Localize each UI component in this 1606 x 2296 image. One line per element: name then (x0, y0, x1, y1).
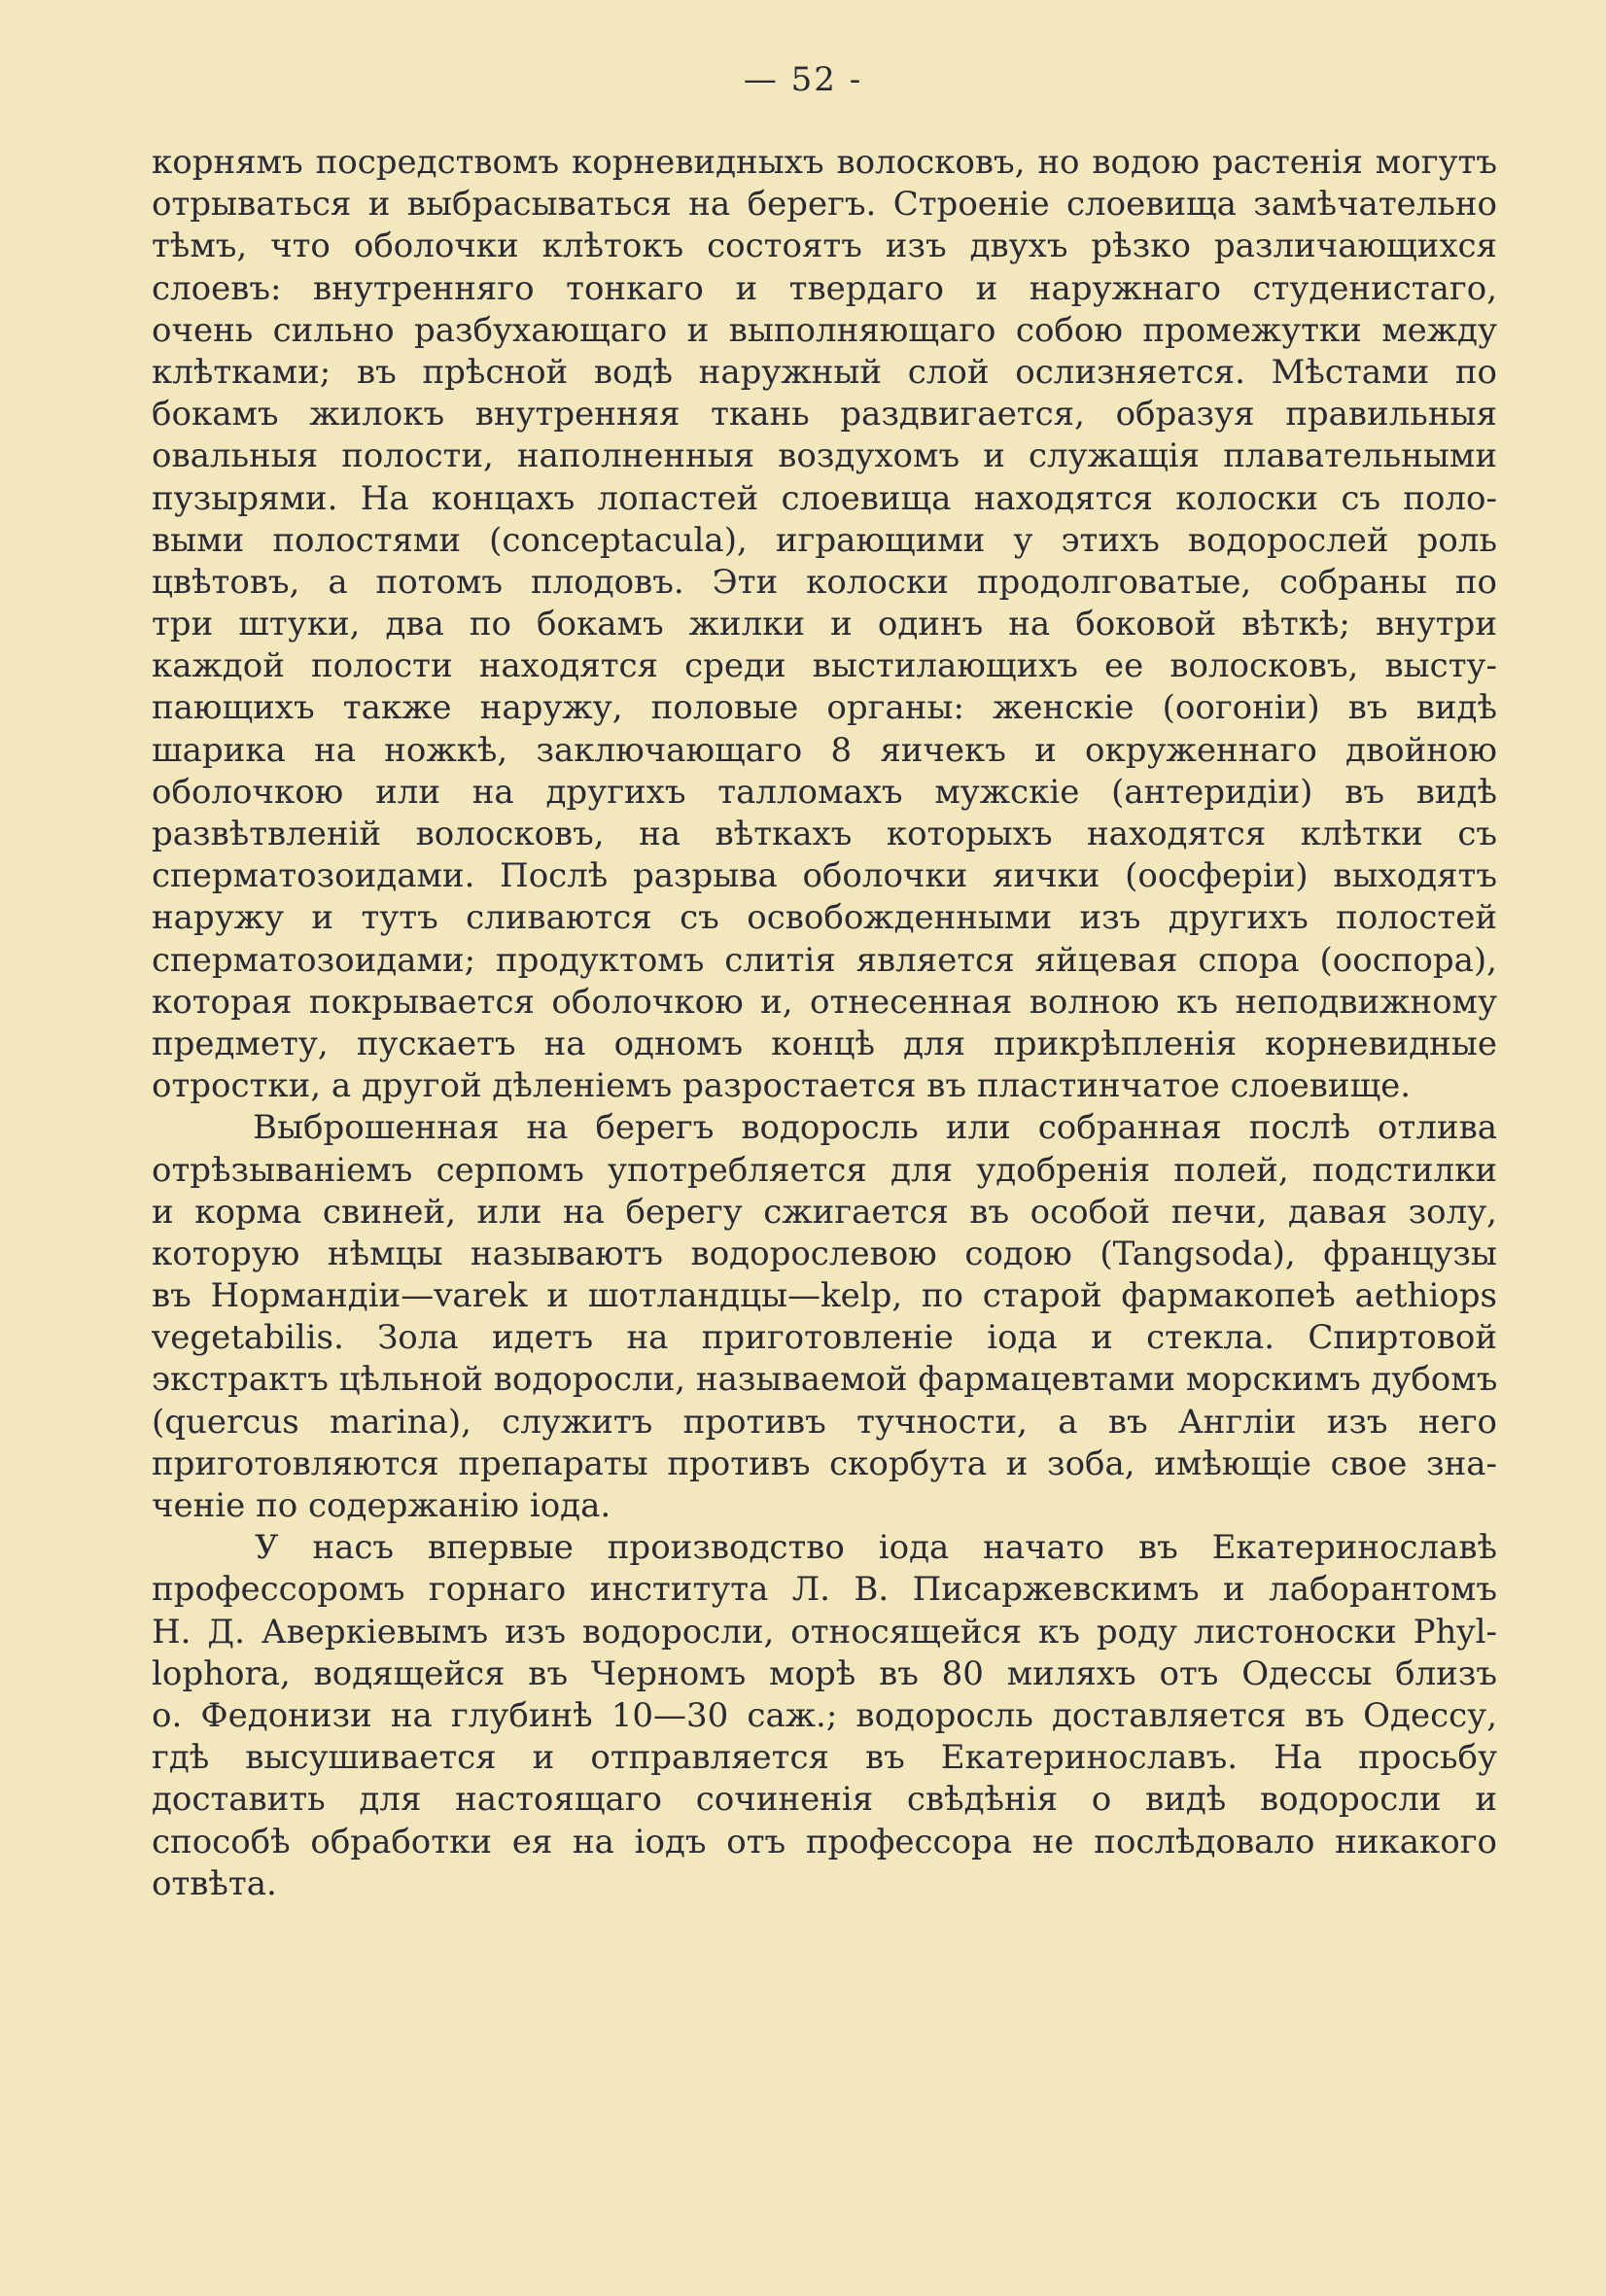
text-line: тѣмъ, что оболочки клѣтокъ состоятъ изъ двухъ рѣзко различающихся (152, 226, 1497, 266)
text-line: пузырями. На концахъ лопастей слоевища находятся колоски съ поло- (152, 478, 1497, 518)
text-line: очень сильно разбухающаго и выполняющаго собою промежутки между (152, 310, 1497, 350)
text-line: оболочкою или на другихъ талломахъ мужскіе (антеридіи) въ видѣ (152, 772, 1497, 812)
text-line: выми полостями (conceptacula), играющими у этихъ водорослей роль (152, 520, 1497, 560)
text-line: слоевъ: внутренняго тонкаго и твердаго и наружнаго студенистаго, (152, 268, 1497, 308)
text-line: Н. Д. Аверкіевымъ изъ водоросли, относящейся къ роду листоноски Phyl- (152, 1612, 1497, 1652)
text-line: сперматозоидами. Послѣ разрыва оболочки яички (оосферіи) выходятъ (152, 856, 1497, 896)
text-line: отрѣзываніемъ серпомъ употребляется для удобренія полей, подстилки (152, 1150, 1497, 1190)
paragraph-3 (152, 1527, 1497, 1905)
text-line: vegetabilis. Зола идетъ на приготовленіе іода и стекла. Спиртовой (152, 1318, 1497, 1358)
text-line: Выброшенная на берегъ водоросль или собранная послѣ отлива (253, 1108, 1497, 1148)
text-line: клѣтками; въ прѣсной водѣ наружный слой ослизняется. Мѣстами по (152, 352, 1497, 392)
text-line: овальныя полости, наполненныя воздухомъ и служащія плавательными (152, 436, 1497, 476)
text-line: сперматозоидами; продуктомъ слитія является яйцевая спора (ооспора), (152, 940, 1497, 980)
text-line: (quercus marina), служитъ противъ тучности, а въ Англіи изъ него (152, 1402, 1497, 1442)
text-line: экстрактъ цѣльной водоросли, называемой фармацевтами морскимъ дубомъ (152, 1360, 1497, 1400)
text-line: бокамъ жилокъ внутренняя ткань раздвигается, образуя правильныя (152, 395, 1497, 435)
text-line: профессоромъ горнаго института Л. В. Писаржевскимъ и лаборантомъ (152, 1570, 1497, 1610)
text-line: отвѣта. (152, 1863, 277, 1903)
text-line: ченіе по содержанію іода. (152, 1486, 611, 1525)
text-line: гдѣ высушивается и отправляется въ Екатеринославъ. На просьбу (152, 1738, 1497, 1778)
text-line: шарика на ножкѣ, заключающаго 8 яичекъ и окруженнаго двойною (152, 730, 1497, 770)
text-line: которая покрывается оболочкою и, отнесенная волною къ неподвижному (152, 982, 1497, 1022)
paragraph-2 (152, 1107, 1497, 1527)
text-line: цвѣтовъ, а потомъ плодовъ. Эти колоски продолговатые, собраны по (152, 562, 1497, 602)
text-line: и корма свиней, или на берегу сжигается въ особой печи, давая золу, (152, 1192, 1497, 1232)
page-number: — 52 - (743, 60, 863, 99)
text-line: развѣтвленій волосковъ, на вѣткахъ которыхъ находятся клѣтки съ (152, 815, 1497, 853)
text-line: пающихъ также наружу, половые органы: женскіе (оогоніи) въ видѣ (152, 688, 1497, 728)
paragraph-1 (152, 142, 1497, 1107)
text-line: каждой полости находятся среди выстилающихъ ее волосковъ, высту- (152, 646, 1497, 686)
text-line: о. Федонизи на глубинѣ 10—30 саж.; водоросль доставляется въ Одессу, (152, 1695, 1497, 1735)
text-line: приготовляются препараты противъ скорбута и зоба, имѣющіе свое зна- (152, 1444, 1497, 1483)
text-line: отростки, а другой дѣленіемъ разростается въ пластинчатое слоевище. (152, 1066, 1412, 1106)
text-line: предмету, пускаетъ на одномъ концѣ для прикрѣпленія корневидные (152, 1024, 1497, 1063)
text-line: lophora, водящейся въ Черномъ морѣ въ 80 миляхъ отъ Одессы близъ (152, 1653, 1497, 1693)
text-line: корнямъ посредствомъ корневидныхъ волосковъ, но водою растенія могутъ (152, 143, 1497, 182)
text-line: способѣ обработки ея на іодъ отъ профессора не послѣдовало никакого (152, 1822, 1497, 1861)
text-line: отрываться и выбрасываться на берегъ. Строеніе слоевища замѣчательно (152, 185, 1497, 225)
text-line: доставить для настоящаго сочиненія свѣдѣнія о видѣ водоросли и (152, 1780, 1497, 1820)
text-line: въ Нормандіи—varek и шотландцы—kelp, по старой фармакопеѣ aethiops (152, 1276, 1497, 1316)
body-text (152, 142, 1497, 1905)
text-line: которую нѣмцы называютъ водорослевою содою (Tangsoda), французы (152, 1234, 1497, 1273)
text-line: У насъ впервые производство іода начато въ Екатеринославѣ (255, 1528, 1497, 1568)
text-line: наружу и тутъ сливаются съ освобожденными изъ другихъ полостей (152, 898, 1497, 938)
text-line: три штуки, два по бокамъ жилки и одинъ на боковой вѣткѣ; внутри (152, 605, 1497, 644)
